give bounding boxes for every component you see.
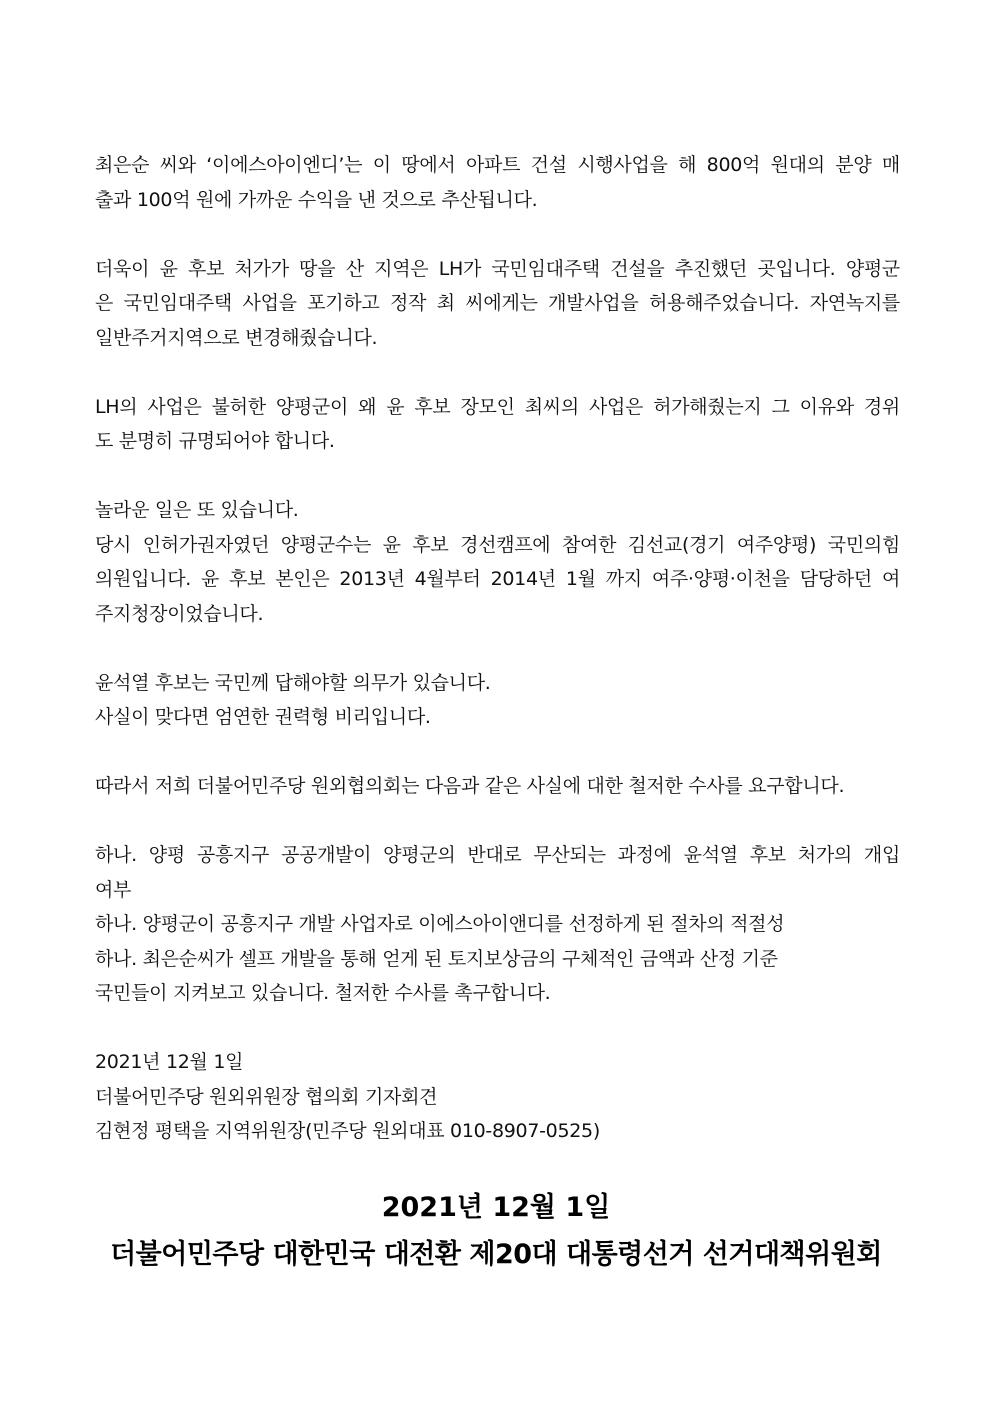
demand-item: 하나. 최은순씨가 셀프 개발을 통해 얻게 된 토지보상금의 구체적인 금액과 산정 기준 (95, 947, 778, 970)
text-line: 일반주거지역으로 변경해줬습니다. (95, 326, 378, 349)
paragraph-profit-estimate (95, 148, 900, 217)
text-line: 더욱이 윤 후보 처가가 땅을 산 지역은 LH가 국민임대주택 건설을 추진했던 곳입니다. 양평군 (95, 257, 900, 280)
text-line: 은 국민임대주택 사업을 포기하고 정작 최 씨에게는 개발사업을 허용해주었습니다. 자연녹지를 (95, 292, 900, 314)
text-line: 따라서 저희 더불어민주당 원외협의회는 다음과 같은 사실에 대한 철저한 수사를 요구합니다. (95, 775, 845, 797)
demand-item-continuation: 여부 (95, 878, 132, 901)
demand-item: 하나. 양평군이 공흥지구 개발 사업자로 이에스아이앤디를 선정하게 된 절차의 적절성 (95, 913, 785, 935)
press-release-body (95, 148, 900, 1183)
signature-contact: 김현정 평택을 지역위원장(민주당 원외대표 010-8907-0525) (95, 1120, 600, 1142)
paragraph-demand-list (95, 838, 900, 1011)
paragraph-obligation (95, 666, 900, 735)
text-line: 최은순 씨와 ‘이에스아이엔디’는 이 땅에서 아파트 건설 시행사업을 해 800억 원대의 분양 매 (95, 154, 900, 176)
text-line: 주지청장이었습니다. (95, 602, 264, 625)
paragraph-lh-rental-housing (95, 252, 900, 356)
text-line: LH의 사업은 불허한 양평군이 왜 윤 후보 장모인 최씨의 사업은 허가해줬는지 그 이유와 경위 (95, 395, 900, 418)
text-line: 윤석열 후보는 국민께 답해야할 의무가 있습니다. (95, 671, 491, 694)
text-line: 사실이 맞다면 엄연한 권력형 비리입니다. (95, 706, 431, 728)
paragraph-county-governor (95, 493, 900, 631)
text-line: 도 분명히 규명되어야 합니다. (95, 430, 335, 452)
paragraph-signature-block (95, 1045, 900, 1149)
text-line: 당시 인허가권자였던 양평군수는 윤 후보 경선캠프에 참여한 김선교(경기 여주양평) 국민의힘 (95, 533, 900, 556)
signature-date: 2021년 12월 1일 (95, 1051, 244, 1073)
text-line: 의원입니다. 윤 후보 본인은 2013년 4월부터 2014년 1월 까지 여주·양평·이천을 담당하던 여 (95, 568, 900, 590)
paragraph-permit-question (95, 390, 900, 459)
paragraph-investigation-demand (95, 769, 900, 804)
signature-event: 더불어민주당 원외위원장 협의회 기자회견 (95, 1085, 438, 1108)
demand-item: 하나. 양평 공흥지구 공공개발이 양평군의 반대로 무산되는 과정에 윤석열 후보 처가의 개입 (95, 844, 900, 866)
footer-date: 2021년 12월 1일 (381, 1192, 611, 1223)
text-line: 출과 100억 원에 가까운 수익을 낸 것으로 추산됩니다. (95, 188, 538, 211)
footer-organization: 더불어민주당 대한민국 대전환 제20대 대통령선거 선거대책위원회 (110, 1239, 882, 1270)
text-line: 놀라운 일은 또 있습니다. (95, 499, 299, 521)
closing-statement: 국민들이 지켜보고 있습니다. 철저한 수사를 촉구합니다. (95, 982, 551, 1004)
